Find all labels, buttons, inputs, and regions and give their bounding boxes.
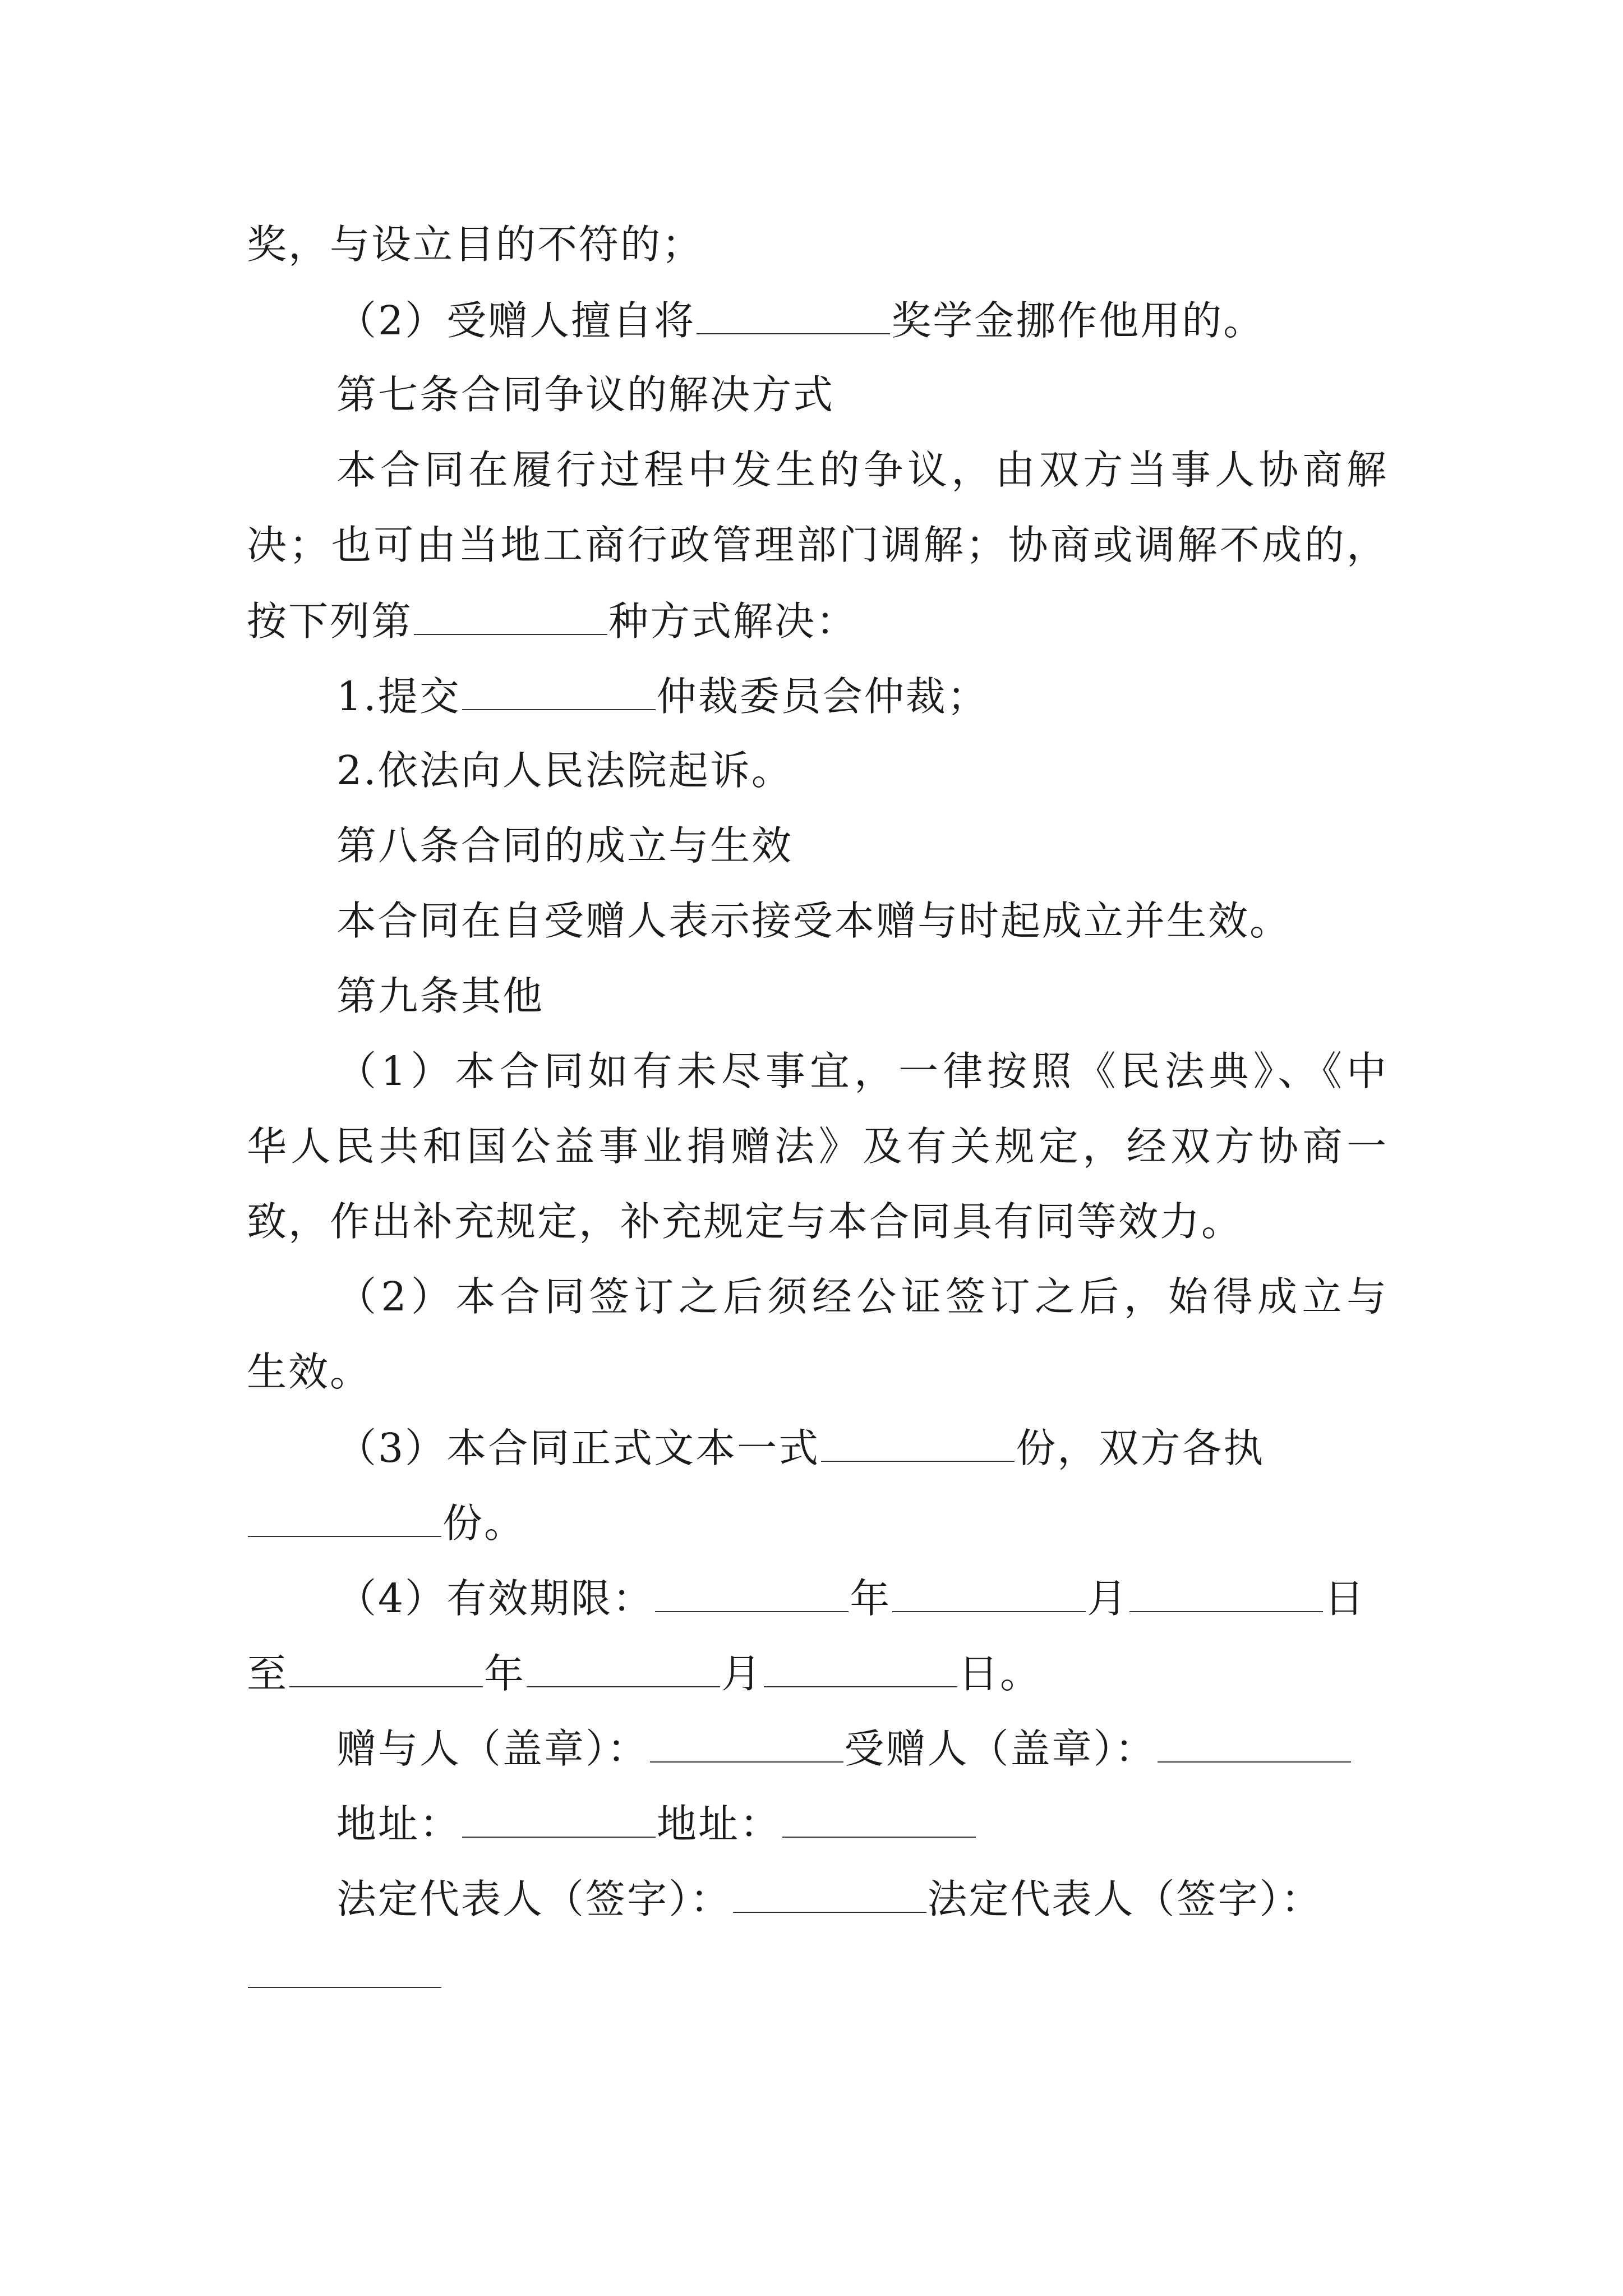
address-line — [336, 1796, 1388, 1850]
text-line — [336, 1571, 1388, 1625]
text-line — [247, 1120, 1388, 1174]
line-text: 日 — [1324, 1575, 1366, 1622]
line-text: 法定代表人（签字）： — [336, 1876, 732, 1922]
text-line — [336, 894, 1388, 948]
line-text: 致，作出补充规定，补充规定与本合同具有同等效力。 — [247, 1198, 1243, 1245]
heading-text: 第八条合同的成立与生效 — [336, 822, 794, 869]
fill-in-blank — [462, 669, 656, 710]
line-text: 按下列第 — [247, 598, 413, 645]
heading-text: 第九条其他 — [336, 973, 545, 1019]
text-line — [247, 1195, 1388, 1249]
line-text: 份。 — [442, 1500, 526, 1547]
line-text: 2.依法向人民法院起诉。 — [336, 747, 793, 794]
fill-in-blank — [821, 1420, 1015, 1462]
line-text: （2）受赠人擅自将 — [336, 297, 696, 344]
fill-in-blank — [655, 1571, 849, 1612]
fill-in-blank — [462, 1796, 656, 1838]
heading-text: 第七条合同争议的解决方式 — [336, 371, 835, 418]
fill-in-blank — [782, 1796, 976, 1838]
text-line — [336, 1045, 1388, 1098]
fill-in-blank — [248, 1496, 441, 1537]
text-line — [336, 293, 1388, 347]
text-line — [247, 518, 1388, 572]
line-text: 份，双方各执 — [1016, 1425, 1265, 1471]
text-line — [247, 1947, 1388, 2000]
line-text: 地址： — [336, 1801, 462, 1847]
text-line — [336, 744, 1388, 798]
line-text: 本合同在自受赠人表示接受本赠与时起成立并生效。 — [336, 898, 1292, 944]
line-text: 法定代表人（签字）： — [927, 1876, 1323, 1922]
fill-in-blank — [650, 1721, 843, 1763]
line-text: （3）本合同正式文本一式 — [336, 1425, 820, 1471]
line-text: 月 — [1087, 1575, 1129, 1622]
line-text: 奖学金挪作他用的。 — [891, 297, 1265, 344]
line-text: （4）有效期限： — [336, 1575, 654, 1622]
line-text: 月 — [721, 1650, 763, 1697]
text-line — [247, 218, 1388, 272]
line-text: （1）本合同如有未尽事宜，一律按照《民法典》、《中 — [336, 1048, 1388, 1094]
signature-line — [336, 1721, 1388, 1775]
text-line — [247, 1646, 1388, 1700]
fill-in-blank — [248, 1947, 441, 1988]
text-line — [336, 443, 1388, 497]
line-text: 种方式解决： — [608, 598, 858, 645]
line-text: 本合同在履行过程中发生的争议，由双方当事人协商解 — [336, 447, 1388, 493]
fill-in-blank — [289, 1646, 483, 1687]
fill-in-blank — [1158, 1721, 1351, 1763]
text-line — [336, 1420, 1388, 1474]
line-text: 决；也可由当地工商行政管理部门调解；协商或调解不成的， — [247, 522, 1388, 568]
fill-in-blank — [764, 1646, 957, 1687]
text-line — [336, 1270, 1388, 1324]
line-text: 生效。 — [247, 1349, 372, 1395]
line-text: 年 — [484, 1650, 526, 1697]
text-line — [336, 669, 1388, 723]
text-line — [247, 1496, 1388, 1549]
line-text: （2）本合同签订之后须经公证签订之后，始得成立与 — [336, 1273, 1388, 1320]
fill-in-blank — [892, 1571, 1086, 1612]
line-text: 1.提交 — [336, 673, 461, 720]
section-heading — [336, 368, 1388, 422]
signature-line — [336, 1871, 1388, 1925]
line-text: 仲裁委员会仲裁； — [656, 673, 989, 720]
line-text: 奖，与设立目的不符的； — [247, 221, 704, 268]
line-text: 赠与人（盖章）： — [336, 1726, 649, 1772]
line-text: 年 — [850, 1575, 892, 1622]
fill-in-blank — [527, 1646, 720, 1687]
fill-in-blank — [1129, 1571, 1323, 1612]
line-text: 至 — [247, 1650, 289, 1697]
line-text: 日。 — [958, 1650, 1042, 1697]
fill-in-blank — [414, 593, 607, 635]
fill-in-blank — [733, 1871, 926, 1913]
text-line — [247, 1345, 1388, 1399]
fill-in-blank — [697, 293, 890, 334]
text-line — [247, 593, 1388, 647]
section-heading — [336, 969, 1388, 1023]
line-text: 受赠人（盖章）： — [844, 1726, 1157, 1772]
line-text: 华人民共和国公益事业捐赠法》及有关规定，经双方协商一 — [247, 1123, 1388, 1170]
section-heading — [336, 819, 1388, 873]
line-text: 地址： — [657, 1801, 782, 1847]
